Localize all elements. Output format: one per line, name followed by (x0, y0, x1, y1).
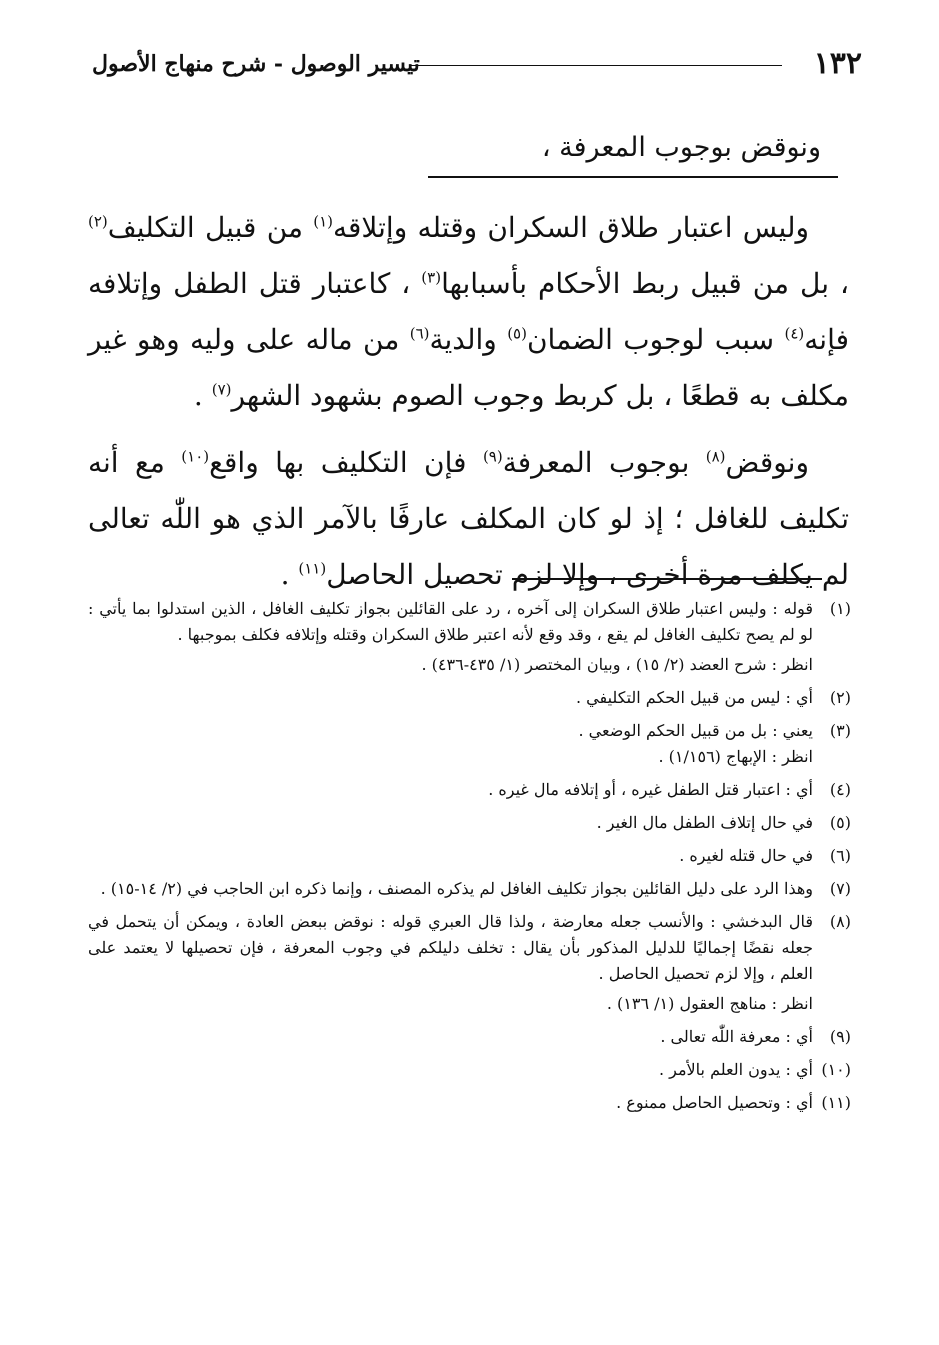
text-run: من قبيل التكليف (107, 211, 314, 244)
footnote-ref[interactable]: (٩) (482, 447, 503, 466)
footnote-number: (١٠) (821, 1060, 851, 1079)
footnote-ref[interactable]: (١١) (298, 559, 327, 578)
footnote-item (88, 596, 851, 678)
footnote-text: أي : يدون العلم بالأمر . (658, 1060, 813, 1079)
footnote-body (88, 1024, 813, 1050)
text-run: ، كاعتبار قتل الطفل وإتلافه فإنه (88, 267, 849, 356)
footnote-item (88, 1024, 851, 1050)
text-run: مع أنه تكليف للغافل ؛ إذ لو كان المكلف عارفًا بالآمر الذي هو اللّٰه تعالى لم يكلف مرة أخرى ، وإلا لزم تحصيل الحاصل (88, 446, 849, 591)
header-rule (410, 65, 782, 66)
footnote-item (88, 718, 851, 770)
footnote-ref[interactable]: (٨) (705, 447, 726, 466)
footnote-number: (٢) (829, 688, 851, 707)
footnote-ref[interactable]: (٢) (88, 212, 108, 231)
footnote-number: (٨) (829, 912, 851, 931)
footnote-ref[interactable]: (٣) (421, 268, 442, 287)
footnote-text: قال البدخشي : والأنسب جعله معارضة ، ولذا قال العبري قوله : نوقض ببعض العادة ، ويمكن أن يتحمل في جعله نقضًا إجماليًا للدليل المذكور بأن يقال : تخلف دليلكم في وجوب المعرفة ، فإن تحصيلها لا يعتمد على العلم ، وإلا لزم تحصيل الحاصل . (88, 912, 813, 983)
text-run: . (193, 379, 212, 412)
text-run: والدية (429, 323, 508, 356)
footnotes-section (88, 596, 851, 1123)
footnote-ref[interactable]: (١٠) (181, 447, 210, 466)
footnote-separator (512, 578, 822, 580)
commentary-body (88, 200, 849, 614)
footnote-number: (٧) (829, 879, 851, 898)
footnote-text: أي : وتحصيل الحاصل ممنوع . (616, 1093, 813, 1112)
matn-quote: ونوقض بوجوب المعرفة ، (541, 132, 821, 163)
footnote-text: قوله : وليس اعتبار طلاق السكران إلى آخره ، رد على القائلين بجواز تكليف الغافل ، الذين استدلوا بما يأتي : لو لم يصح تكليف الغافل لم يقع ، وقد وقع لأنه اعتبر طلاق السكران وقتله وإتلافه فكلف بموجبها . (88, 599, 813, 644)
footnote-text: في حال إتلاف الطفل مال الغير . (596, 813, 813, 832)
footnote-text: في حال قتله لغيره . (679, 846, 813, 865)
footnote-item (88, 909, 851, 1017)
footnote-ref[interactable]: (٧) (211, 380, 232, 399)
footnote-body (88, 777, 813, 803)
matn-underline (428, 176, 838, 178)
text-run: ونوقض (725, 446, 809, 479)
footnote-number: (١) (829, 599, 851, 618)
footnote-number: (٥) (829, 813, 851, 832)
footnote-number: (٩) (829, 1027, 851, 1046)
footnote-source: انظر : الإبهاج (١/١٥٦) . (658, 747, 813, 766)
footnote-body (88, 1090, 813, 1116)
running-header (92, 44, 862, 84)
footnote-number: (٣) (829, 721, 851, 740)
text-run: من ماله على وليه وهو غير مكلف به قطعًا ، بل كربط وجوب الصوم بشهود الشهر (88, 323, 849, 412)
footnote-item (88, 1090, 851, 1116)
footnote-text: يعني : بل من قبيل الحكم الوضعي . (578, 721, 813, 740)
footnote-body (88, 718, 813, 770)
footnote-body (88, 1057, 813, 1083)
footnote-body (88, 843, 813, 869)
footnote-text: أي : ليس من قبيل الحكم التكليفي . (576, 688, 813, 707)
running-title: تيسير الوصول - شرح منهاج الأصول (92, 51, 420, 77)
footnote-body (88, 876, 813, 902)
footnote-source: انظر : شرح العضد (٢/ ١٥) ، وبيان المختصر (١/ ٤٣٥-٤٣٦) . (421, 655, 813, 674)
text-run: سبب لوجوب الضمان (526, 323, 785, 356)
footnote-number: (١١) (821, 1093, 851, 1112)
footnote-text: أي : اعتبار قتل الطفل غيره ، أو إتلافه مال غيره . (488, 780, 813, 799)
footnote-body (88, 596, 813, 678)
footnote-body (88, 685, 813, 711)
paragraph-1 (88, 200, 849, 424)
footnote-ref[interactable]: (١) (313, 212, 334, 231)
page-number: ١٣٢ (813, 46, 862, 81)
footnote-ref[interactable]: (٤) (784, 324, 805, 343)
footnote-ref[interactable]: (٦) (409, 324, 430, 343)
footnote-item (88, 1057, 851, 1083)
footnote-item (88, 843, 851, 869)
text-run: ، بل من قبيل ربط الأحكام بأسبابها (441, 267, 850, 300)
text-run: فإن التكليف بها واقع (209, 446, 483, 479)
footnote-body (88, 810, 813, 836)
text-run: بوجوب المعرفة (502, 446, 706, 479)
footnote-text: وهذا الرد على دليل القائلين بجواز تكليف الغافل لم يذكره المصنف ، وإنما ذكره ابن الحاجب في (٢/ ١٤-١٥) . (100, 879, 813, 898)
footnote-body (88, 909, 813, 1017)
footnote-text: أي : معرفة اللّٰه تعالى . (660, 1027, 813, 1046)
footnote-ref[interactable]: (٥) (507, 324, 527, 343)
text-run: . (280, 558, 299, 591)
footnote-number: (٦) (829, 846, 851, 865)
footnote-item (88, 876, 851, 902)
footnote-source: انظر : مناهج العقول (١/ ١٣٦) . (606, 994, 813, 1013)
footnote-item (88, 685, 851, 711)
footnote-item (88, 777, 851, 803)
footnote-item (88, 810, 851, 836)
text-run: وليس اعتبار طلاق السكران وقتله وإتلاقه (333, 211, 809, 244)
footnote-number: (٤) (829, 780, 851, 799)
